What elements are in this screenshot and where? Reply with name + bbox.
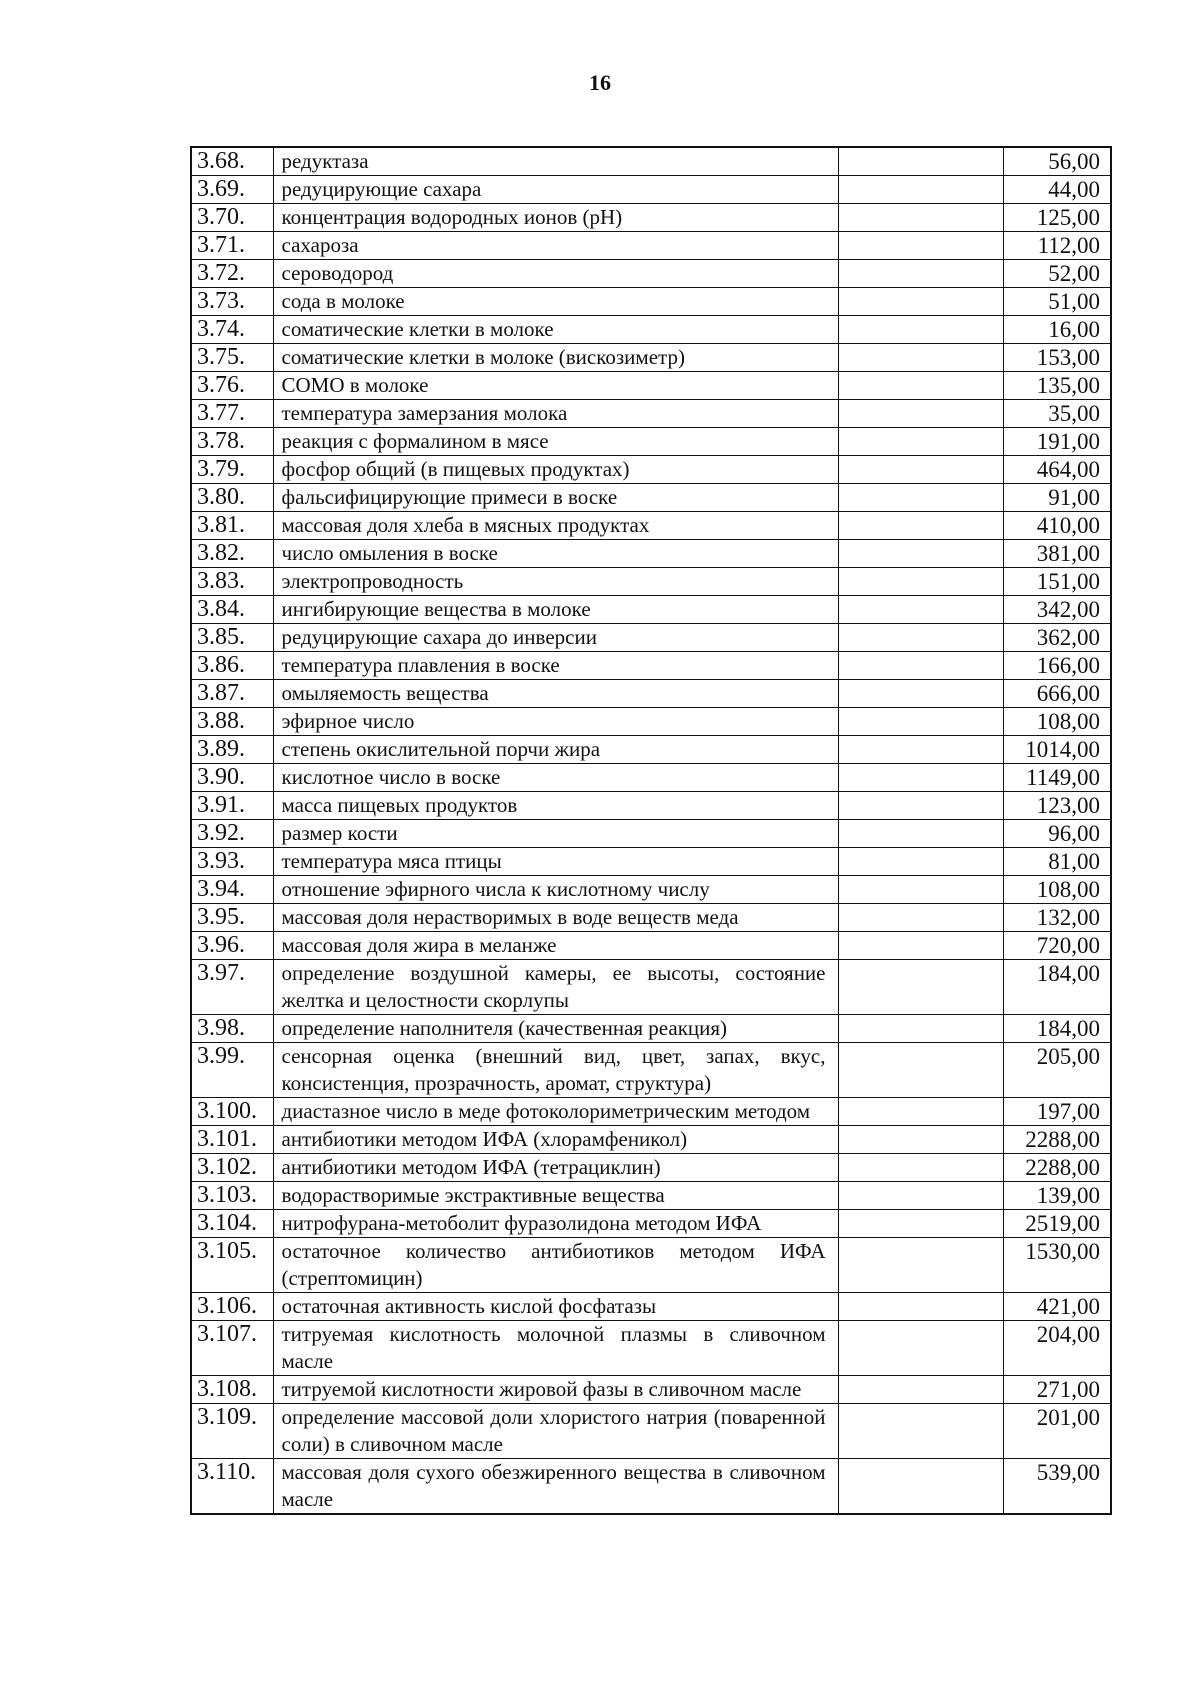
row-empty-cell — [838, 260, 1003, 288]
row-number: 3.95. — [191, 904, 273, 932]
row-empty-cell — [838, 960, 1003, 1015]
table-row — [191, 1293, 1111, 1321]
row-number: 3.77. — [191, 400, 273, 428]
row-price: 91,00 — [1003, 484, 1111, 512]
row-empty-cell — [838, 792, 1003, 820]
row-empty-cell — [838, 736, 1003, 764]
table-row — [191, 147, 1111, 176]
table-row — [191, 960, 1111, 1015]
table-row — [191, 680, 1111, 708]
row-empty-cell — [838, 484, 1003, 512]
row-number: 3.97. — [191, 960, 273, 1015]
row-service-name: массовая доля хлеба в мясных продуктах — [273, 512, 838, 540]
row-service-name: размер кости — [273, 820, 838, 848]
row-empty-cell — [838, 624, 1003, 652]
table-row — [191, 316, 1111, 344]
row-price: 342,00 — [1003, 596, 1111, 624]
row-price: 666,00 — [1003, 680, 1111, 708]
row-service-name: остаточная активность кислой фосфатазы — [273, 1293, 838, 1321]
row-empty-cell — [838, 316, 1003, 344]
row-price: 271,00 — [1003, 1376, 1111, 1404]
table-row — [191, 764, 1111, 792]
row-service-name: фальсифицирующие примеси в воске — [273, 484, 838, 512]
table-row — [191, 904, 1111, 932]
row-number: 3.74. — [191, 316, 273, 344]
row-number: 3.99. — [191, 1043, 273, 1098]
row-empty-cell — [838, 1098, 1003, 1126]
row-service-name: редуцирующие сахара — [273, 176, 838, 204]
row-price: 2519,00 — [1003, 1210, 1111, 1238]
row-price: 108,00 — [1003, 876, 1111, 904]
row-number: 3.105. — [191, 1238, 273, 1293]
row-price: 205,00 — [1003, 1043, 1111, 1098]
row-empty-cell — [838, 344, 1003, 372]
row-number: 3.73. — [191, 288, 273, 316]
row-service-name: сероводород — [273, 260, 838, 288]
table-row — [191, 1043, 1111, 1098]
row-service-name: кислотное число в воске — [273, 764, 838, 792]
row-number: 3.98. — [191, 1015, 273, 1043]
row-service-name: нитрофурана-метоболит фуразолидона методом ИФА — [273, 1210, 838, 1238]
row-price: 96,00 — [1003, 820, 1111, 848]
row-service-name: определение воздушной камеры, ее высоты, состояние желтка и целостности скорлупы — [273, 960, 838, 1015]
price-table — [190, 146, 1112, 1515]
row-price: 153,00 — [1003, 344, 1111, 372]
row-price: 135,00 — [1003, 372, 1111, 400]
row-number: 3.100. — [191, 1098, 273, 1126]
table-row — [191, 484, 1111, 512]
table-row — [191, 428, 1111, 456]
row-service-name: СОМО в молоке — [273, 372, 838, 400]
row-empty-cell — [838, 176, 1003, 204]
row-number: 3.70. — [191, 204, 273, 232]
table-row — [191, 596, 1111, 624]
row-number: 3.78. — [191, 428, 273, 456]
table-row — [191, 1182, 1111, 1210]
row-service-name: температура замерзания молока — [273, 400, 838, 428]
table-row — [191, 372, 1111, 400]
row-number: 3.87. — [191, 680, 273, 708]
row-service-name: антибиотики методом ИФА (тетрациклин) — [273, 1154, 838, 1182]
table-row — [191, 1154, 1111, 1182]
table-row — [191, 568, 1111, 596]
table-row — [191, 624, 1111, 652]
row-price: 362,00 — [1003, 624, 1111, 652]
price-table-body — [191, 147, 1111, 1514]
row-service-name: масса пищевых продуктов — [273, 792, 838, 820]
row-price: 52,00 — [1003, 260, 1111, 288]
row-price: 184,00 — [1003, 960, 1111, 1015]
row-price: 1149,00 — [1003, 764, 1111, 792]
table-row — [191, 204, 1111, 232]
table-row — [191, 1404, 1111, 1459]
row-price: 44,00 — [1003, 176, 1111, 204]
row-service-name: антибиотики методом ИФА (хлорамфеникол) — [273, 1126, 838, 1154]
row-number: 3.109. — [191, 1404, 273, 1459]
row-service-name: титруемой кислотности жировой фазы в сливочном масле — [273, 1376, 838, 1404]
row-price: 2288,00 — [1003, 1126, 1111, 1154]
row-number: 3.79. — [191, 456, 273, 484]
row-service-name: определение массовой доли хлористого натрия (поваренной соли) в сливочном масле — [273, 1404, 838, 1459]
row-service-name: ингибирующие вещества в молоке — [273, 596, 838, 624]
row-service-name: диастазное число в меде фотоколориметрическим методом — [273, 1098, 838, 1126]
row-price: 151,00 — [1003, 568, 1111, 596]
row-number: 3.104. — [191, 1210, 273, 1238]
row-number: 3.88. — [191, 708, 273, 736]
row-number: 3.92. — [191, 820, 273, 848]
row-number: 3.110. — [191, 1459, 273, 1515]
table-row — [191, 1238, 1111, 1293]
row-number: 3.80. — [191, 484, 273, 512]
row-empty-cell — [838, 1154, 1003, 1182]
row-service-name: водорастворимые экстрактивные вещества — [273, 1182, 838, 1210]
table-row — [191, 232, 1111, 260]
row-service-name: сахароза — [273, 232, 838, 260]
row-number: 3.81. — [191, 512, 273, 540]
row-price: 16,00 — [1003, 316, 1111, 344]
table-row — [191, 260, 1111, 288]
row-service-name: омыляемость вещества — [273, 680, 838, 708]
row-number: 3.69. — [191, 176, 273, 204]
table-row — [191, 652, 1111, 680]
row-price: 1014,00 — [1003, 736, 1111, 764]
row-service-name: фосфор общий (в пищевых продуктах) — [273, 456, 838, 484]
table-row — [191, 792, 1111, 820]
row-service-name: степень окислительной порчи жира — [273, 736, 838, 764]
table-row — [191, 512, 1111, 540]
row-empty-cell — [838, 708, 1003, 736]
row-empty-cell — [838, 932, 1003, 960]
row-service-name: сенсорная оценка (внешний вид, цвет, запах, вкус, консистенция, прозрачность, аромат, структура) — [273, 1043, 838, 1098]
row-number: 3.108. — [191, 1376, 273, 1404]
row-service-name: температура мяса птицы — [273, 848, 838, 876]
row-service-name: отношение эфирного числа к кислотному числу — [273, 876, 838, 904]
row-price: 112,00 — [1003, 232, 1111, 260]
row-price: 51,00 — [1003, 288, 1111, 316]
row-empty-cell — [838, 204, 1003, 232]
table-row — [191, 876, 1111, 904]
row-empty-cell — [838, 1182, 1003, 1210]
row-price: 421,00 — [1003, 1293, 1111, 1321]
row-empty-cell — [838, 1404, 1003, 1459]
row-price: 197,00 — [1003, 1098, 1111, 1126]
table-row — [191, 708, 1111, 736]
table-row — [191, 1210, 1111, 1238]
row-empty-cell — [838, 764, 1003, 792]
row-price: 166,00 — [1003, 652, 1111, 680]
row-empty-cell — [838, 1015, 1003, 1043]
table-row — [191, 1459, 1111, 1515]
row-empty-cell — [838, 428, 1003, 456]
row-number: 3.68. — [191, 147, 273, 176]
row-service-name: массовая доля сухого обезжиренного вещества в сливочном масле — [273, 1459, 838, 1515]
row-price: 539,00 — [1003, 1459, 1111, 1515]
row-empty-cell — [838, 1238, 1003, 1293]
row-empty-cell — [838, 1043, 1003, 1098]
row-number: 3.96. — [191, 932, 273, 960]
row-empty-cell — [838, 680, 1003, 708]
row-number: 3.91. — [191, 792, 273, 820]
row-service-name: титруемая кислотность молочной плазмы в сливочном масле — [273, 1321, 838, 1376]
row-empty-cell — [838, 1376, 1003, 1404]
table-row — [191, 1126, 1111, 1154]
table-row — [191, 932, 1111, 960]
row-empty-cell — [838, 1293, 1003, 1321]
row-price: 191,00 — [1003, 428, 1111, 456]
row-number: 3.90. — [191, 764, 273, 792]
row-empty-cell — [838, 512, 1003, 540]
row-price: 35,00 — [1003, 400, 1111, 428]
row-service-name: редуктаза — [273, 147, 838, 176]
row-service-name: массовая доля жира в меланже — [273, 932, 838, 960]
row-price: 720,00 — [1003, 932, 1111, 960]
row-service-name: соматические клетки в молоке — [273, 316, 838, 344]
row-price: 410,00 — [1003, 512, 1111, 540]
row-price: 201,00 — [1003, 1404, 1111, 1459]
row-number: 3.83. — [191, 568, 273, 596]
row-price: 184,00 — [1003, 1015, 1111, 1043]
table-row — [191, 400, 1111, 428]
table-row — [191, 848, 1111, 876]
row-empty-cell — [838, 456, 1003, 484]
row-empty-cell — [838, 876, 1003, 904]
table-row — [191, 736, 1111, 764]
row-service-name: сода в молоке — [273, 288, 838, 316]
row-empty-cell — [838, 820, 1003, 848]
row-price: 464,00 — [1003, 456, 1111, 484]
row-service-name: массовая доля нерастворимых в воде веществ меда — [273, 904, 838, 932]
row-number: 3.76. — [191, 372, 273, 400]
row-number: 3.93. — [191, 848, 273, 876]
row-empty-cell — [838, 147, 1003, 176]
row-number: 3.72. — [191, 260, 273, 288]
row-empty-cell — [838, 1210, 1003, 1238]
row-price: 139,00 — [1003, 1182, 1111, 1210]
row-number: 3.75. — [191, 344, 273, 372]
row-number: 3.107. — [191, 1321, 273, 1376]
table-row — [191, 1015, 1111, 1043]
row-service-name: эфирное число — [273, 708, 838, 736]
row-service-name: концентрация водородных ионов (pH) — [273, 204, 838, 232]
row-number: 3.106. — [191, 1293, 273, 1321]
row-empty-cell — [838, 1321, 1003, 1376]
row-price: 204,00 — [1003, 1321, 1111, 1376]
row-empty-cell — [838, 540, 1003, 568]
row-price: 125,00 — [1003, 204, 1111, 232]
table-row — [191, 344, 1111, 372]
row-price: 56,00 — [1003, 147, 1111, 176]
row-number: 3.71. — [191, 232, 273, 260]
row-empty-cell — [838, 568, 1003, 596]
row-empty-cell — [838, 596, 1003, 624]
row-price: 1530,00 — [1003, 1238, 1111, 1293]
row-service-name: редуцирующие сахара до инверсии — [273, 624, 838, 652]
table-row — [191, 540, 1111, 568]
row-service-name: температура плавления в воске — [273, 652, 838, 680]
row-empty-cell — [838, 232, 1003, 260]
table-row — [191, 820, 1111, 848]
row-empty-cell — [838, 904, 1003, 932]
table-row — [191, 288, 1111, 316]
row-number: 3.101. — [191, 1126, 273, 1154]
row-number: 3.103. — [191, 1182, 273, 1210]
row-empty-cell — [838, 1459, 1003, 1515]
table-row — [191, 456, 1111, 484]
row-number: 3.102. — [191, 1154, 273, 1182]
row-service-name: реакция с формалином в мясе — [273, 428, 838, 456]
page-number: 16 — [589, 70, 611, 95]
table-row — [191, 1098, 1111, 1126]
row-number: 3.85. — [191, 624, 273, 652]
row-empty-cell — [838, 288, 1003, 316]
table-row — [191, 1321, 1111, 1376]
row-price: 108,00 — [1003, 708, 1111, 736]
row-price: 81,00 — [1003, 848, 1111, 876]
row-empty-cell — [838, 652, 1003, 680]
row-service-name: определение наполнителя (качественная реакция) — [273, 1015, 838, 1043]
row-service-name: соматические клетки в молоке (вискозиметр) — [273, 344, 838, 372]
row-service-name: остаточное количество антибиотиков методом ИФА (стрептомицин) — [273, 1238, 838, 1293]
row-empty-cell — [838, 400, 1003, 428]
row-number: 3.84. — [191, 596, 273, 624]
table-row — [191, 176, 1111, 204]
table-row — [191, 1376, 1111, 1404]
row-empty-cell — [838, 848, 1003, 876]
row-number: 3.89. — [191, 736, 273, 764]
row-number: 3.82. — [191, 540, 273, 568]
row-price: 381,00 — [1003, 540, 1111, 568]
row-price: 132,00 — [1003, 904, 1111, 932]
row-service-name: электропроводность — [273, 568, 838, 596]
row-number: 3.94. — [191, 876, 273, 904]
row-service-name: число омыления в воске — [273, 540, 838, 568]
row-price: 123,00 — [1003, 792, 1111, 820]
row-price: 2288,00 — [1003, 1154, 1111, 1182]
row-empty-cell — [838, 1126, 1003, 1154]
row-number: 3.86. — [191, 652, 273, 680]
row-empty-cell — [838, 372, 1003, 400]
